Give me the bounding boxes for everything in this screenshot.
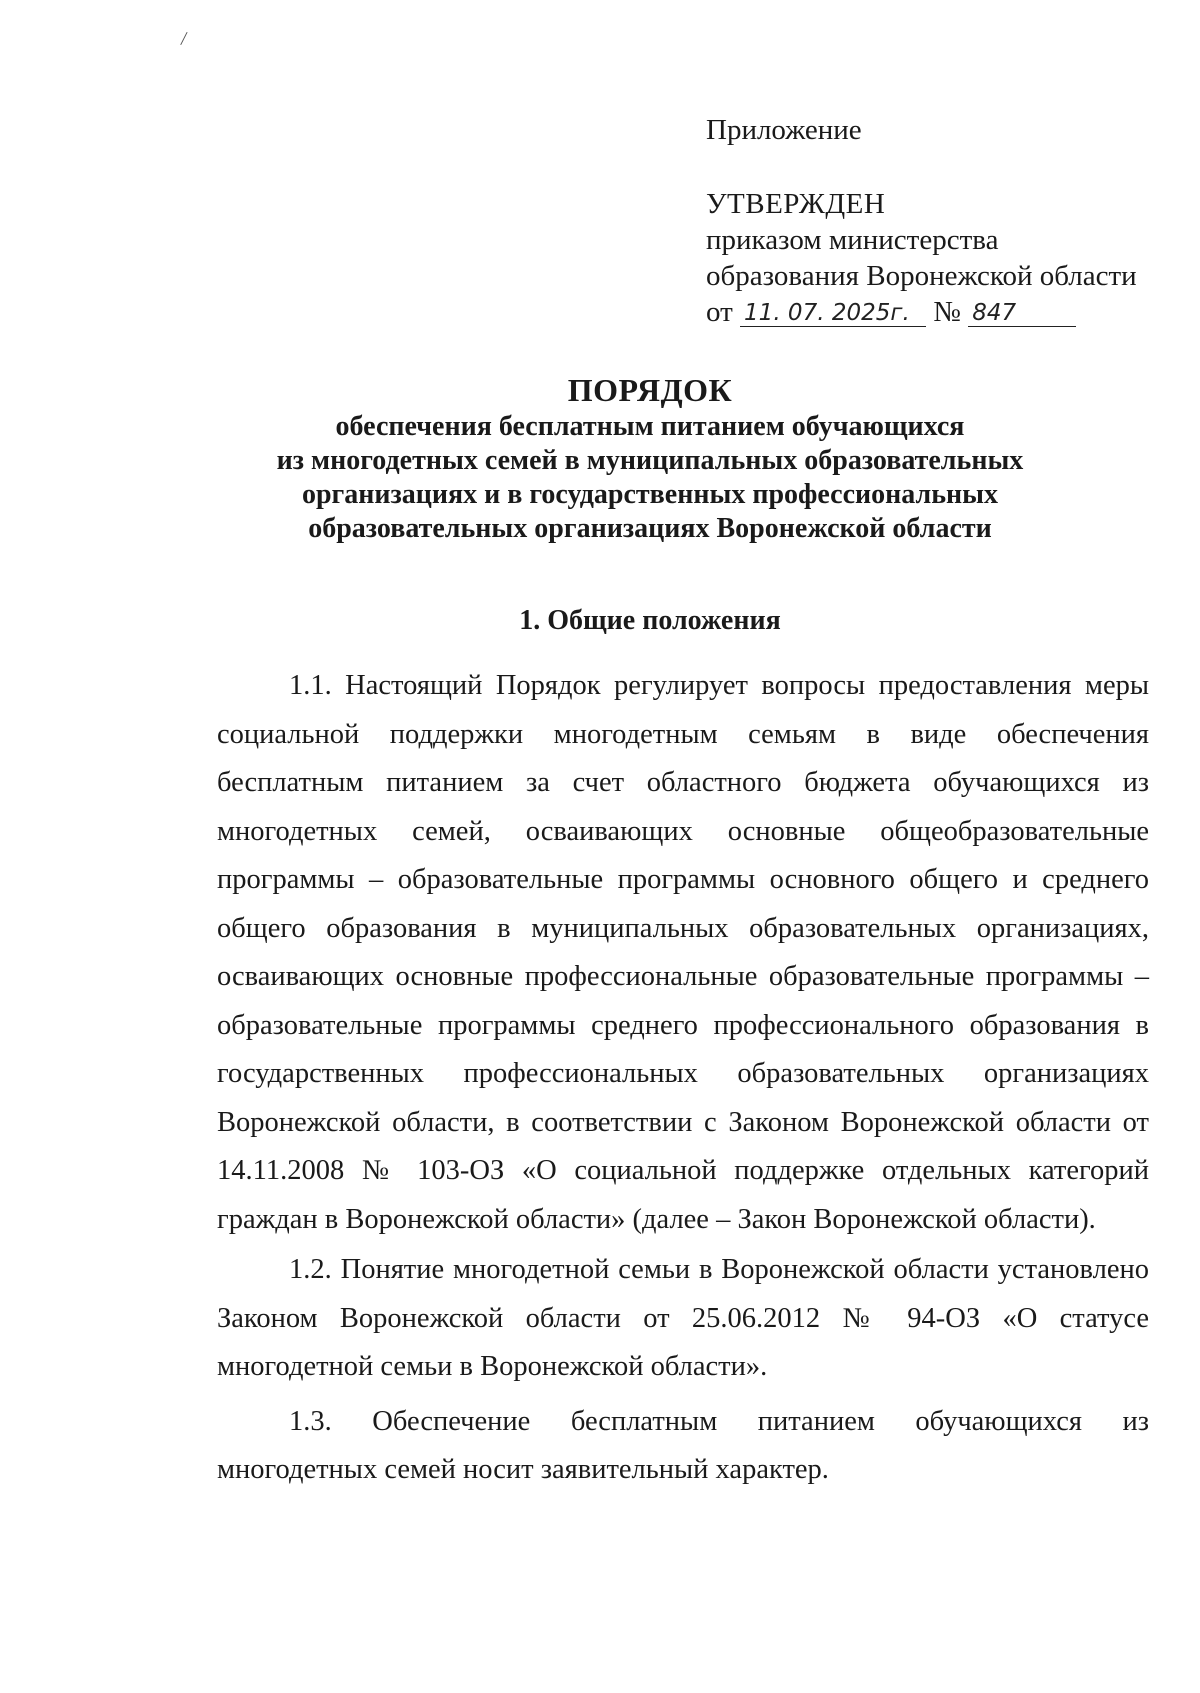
paragraph-1-3: 1.3. Обеспечение бесплатным питанием обучающихся из многодетных семей носит заявительный характер. xyxy=(217,1405,1149,1485)
approval-block xyxy=(706,112,1176,330)
approval-line-1: приказом министерства xyxy=(706,224,999,256)
approval-date-row xyxy=(706,294,1176,330)
document-subtitle-line: обеспечения бесплатным питанием обучающихся xyxy=(335,411,965,442)
approval-line-2: образования Воронежской области xyxy=(706,260,1137,292)
handwritten-order-number: 847 xyxy=(968,300,1076,327)
document-title: ПОРЯДОК xyxy=(567,372,733,408)
document-subtitle-line: образовательных организациях Воронежской области xyxy=(308,513,992,544)
appendix-label: Приложение xyxy=(706,114,862,146)
stray-pen-mark: / xyxy=(179,27,189,51)
paragraph-1-1: 1.1. Настоящий Порядок регулирует вопросы предоставления меры социальной поддержки многодетным семьям в виде обеспечения бесплатным питанием за счет областного бюджета обучающихся из многодетных семей, осваивающих основные общеобразовательные программы – образовательные программы основного общего и среднего общего образования в муниципальных образовательных организациях, осваивающих основные профессиональные образовательные программы – образовательные программы среднего профессионального образования в государственных профессиональных образовательных организациях Воронежской области, в соответствии с Законом Воронежской области от 14.11.2008 № 103-ОЗ «О социальной поддержке отдельных категорий граждан в Воронежской области» (далее – Закон Воронежской области). xyxy=(217,670,1149,1235)
section-heading: 1. Общие положения xyxy=(519,605,781,636)
date-prefix: от xyxy=(706,296,733,328)
document-title-block xyxy=(150,370,1150,546)
handwritten-date: 11. 07. 2025г. xyxy=(740,300,926,327)
number-sign: № xyxy=(933,296,961,328)
document-subtitle-line: организациях и в государственных профессиональных xyxy=(301,479,999,510)
document-subtitle-line: из многодетных семей в муниципальных образовательных xyxy=(276,445,1024,476)
approved-label: УТВЕРЖДЕН xyxy=(706,188,886,220)
paragraph-1-2: 1.2. Понятие многодетной семьи в Воронежской области установлено Законом Воронежской области от 25.06.2012 № 94-ОЗ «О статусе многодетной семьи в Воронежской области». xyxy=(217,1254,1149,1382)
section-body xyxy=(217,662,1149,1497)
